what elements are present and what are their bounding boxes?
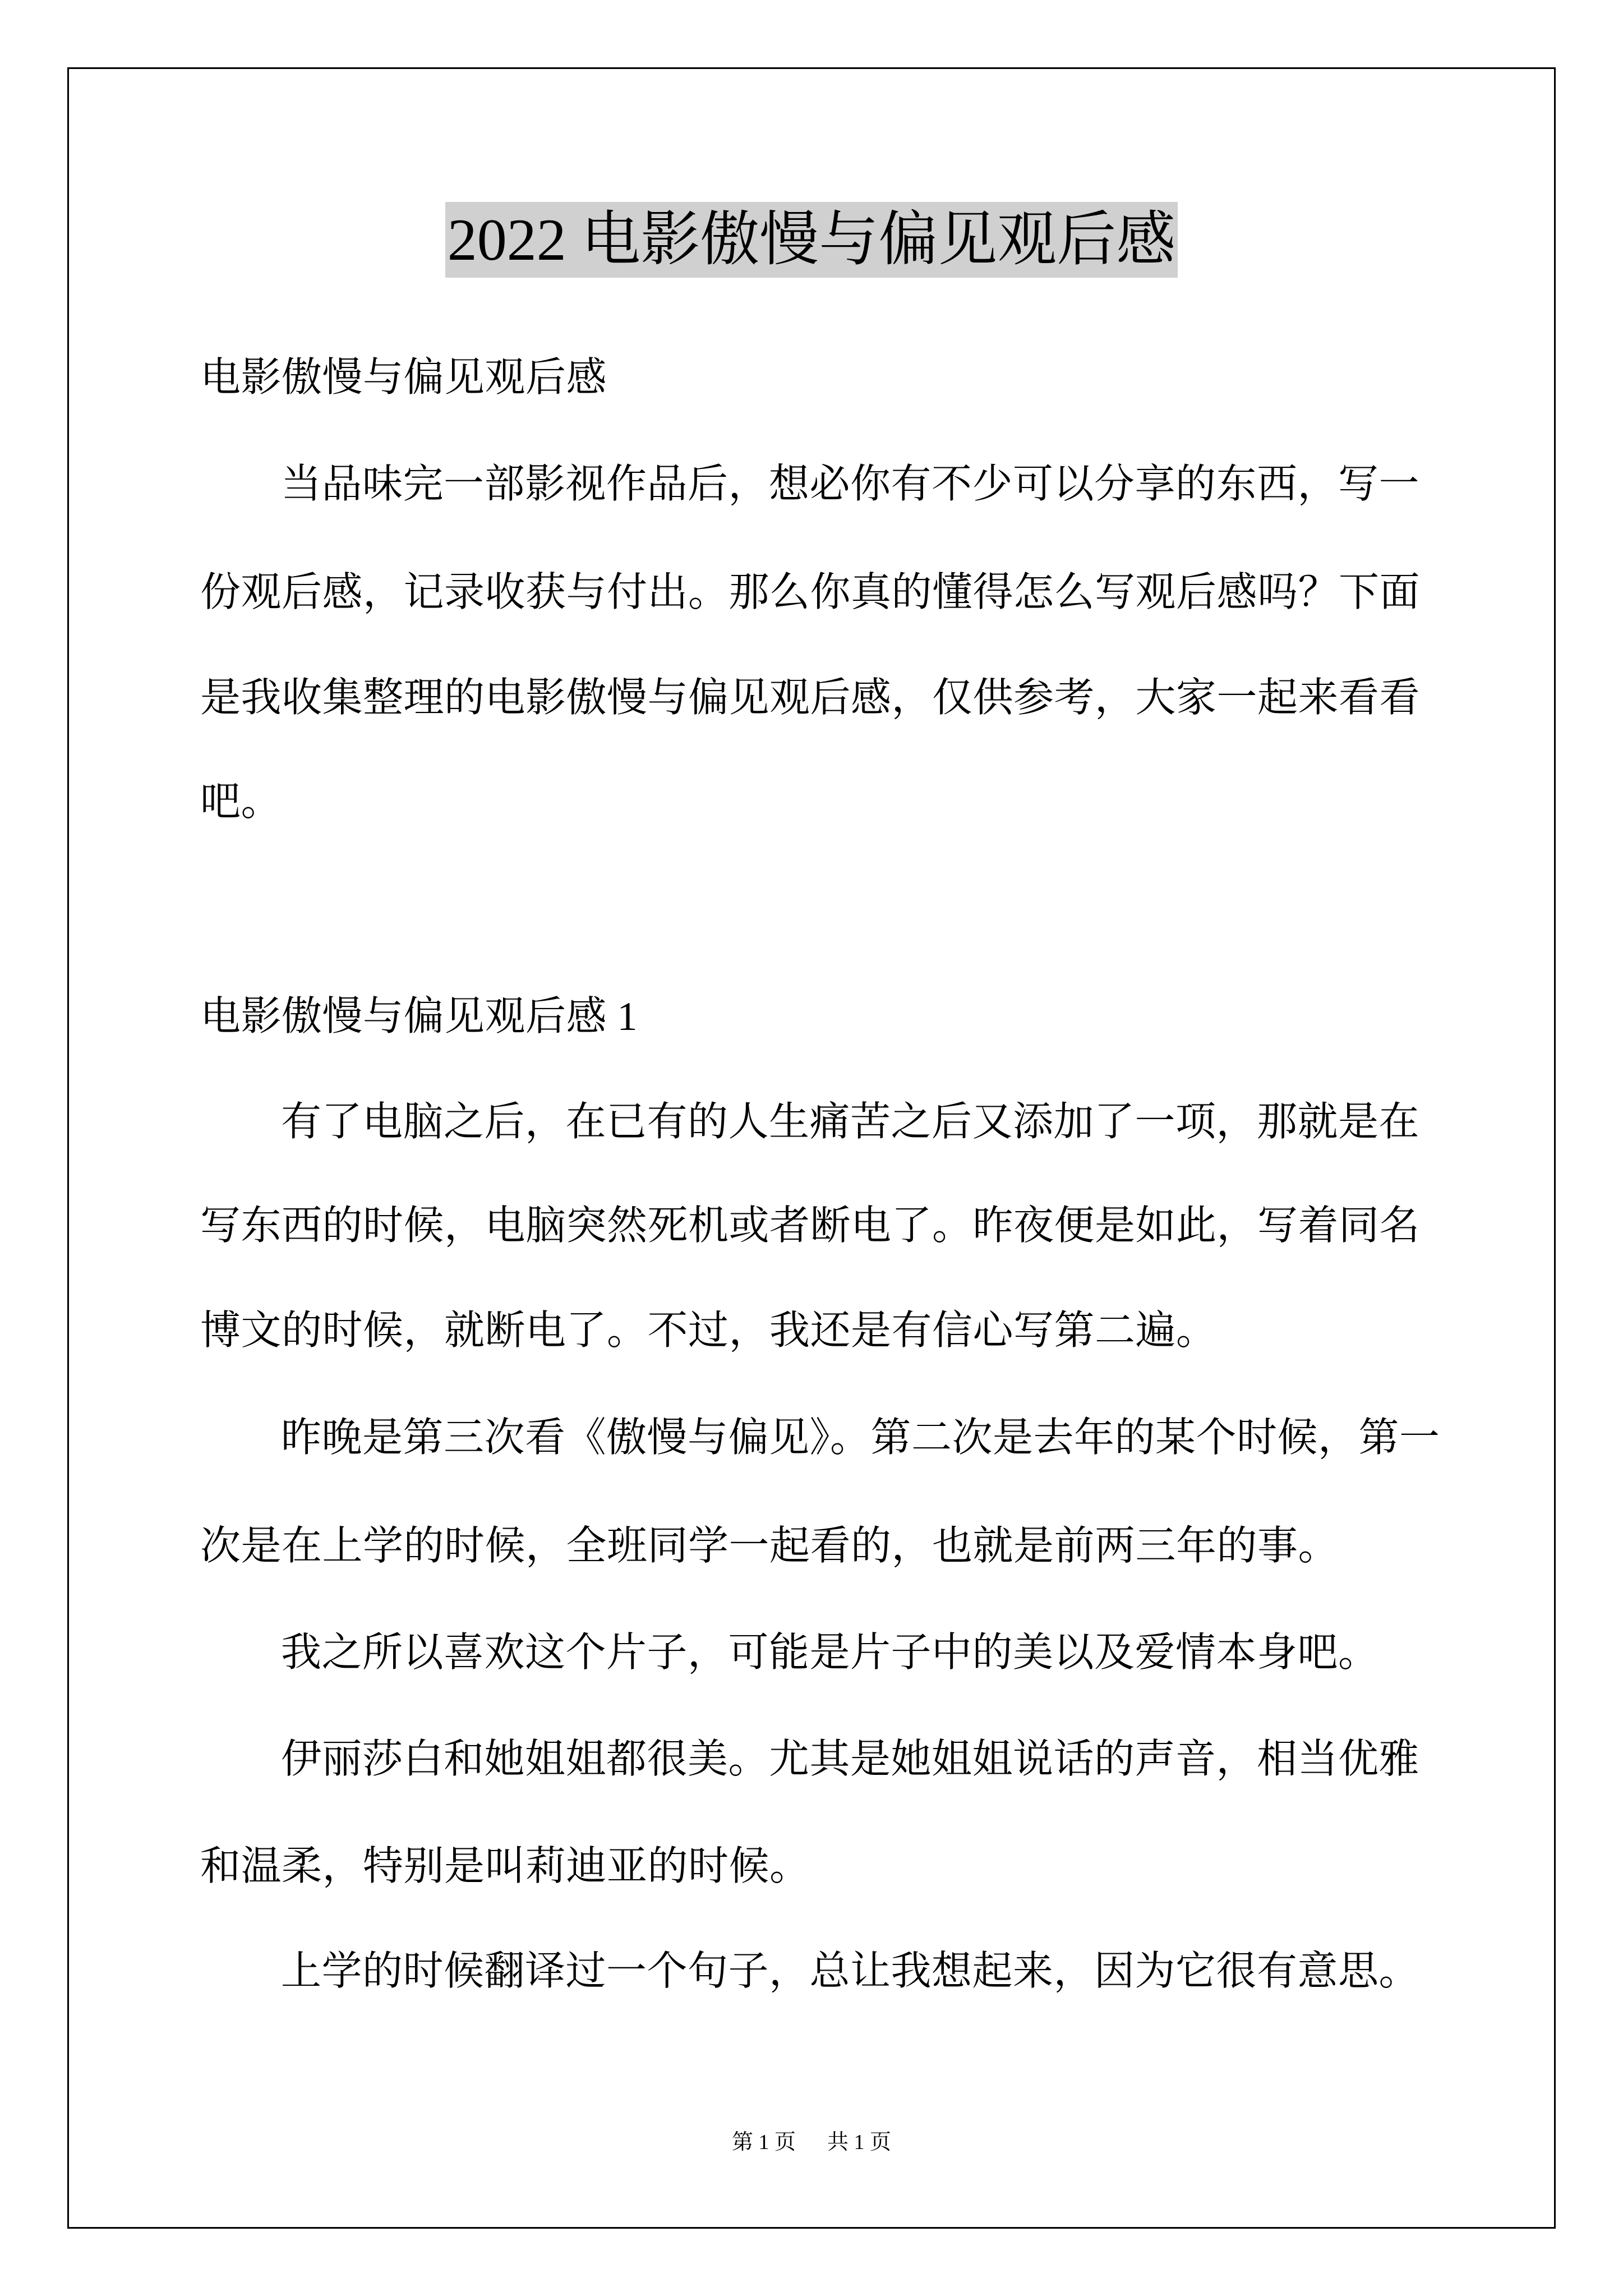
paragraph-line: 有了电脑之后，在已有的人生痛苦之后又添加了一项，那就是在 [281,1099,1420,1144]
paragraph-line: 昨晚是第三次看《傲慢与偏见》。第二次是去年的某个时候，第一 [281,1415,1440,1460]
intro-line: 吧。 [200,779,282,824]
page-number: 第 1 页 [731,2131,796,2154]
paragraph-line: 写东西的时候，电脑突然死机或者断电了。昨夜便是如此，写着同名 [200,1203,1421,1248]
intro-heading: 电影傲慢与偏见观后感 [200,355,607,400]
title-row [0,202,1623,278]
paragraph-line: 和温柔，特别是叫莉迪亚的时候。 [200,1844,810,1889]
intro-line: 是我收集整理的电影傲慢与偏见观后感，仅供参考，大家一起来看看 [200,675,1421,720]
paragraph-line: 伊丽莎白和她姐姐都很美。尤其是她姐姐说话的声音，相当优雅 [281,1737,1420,1782]
intro-line: 当品味完一部影视作品后，想必你有不少可以分享的东西，写一 [281,462,1420,507]
section-heading: 电影傲慢与偏见观后感 1 [200,994,638,1039]
page-total: 共 1 页 [827,2131,892,2154]
paragraph-line: 次是在上学的时候，全班同学一起看的，也就是前两三年的事。 [200,1524,1339,1568]
page-footer [0,2128,1623,2156]
document-title: 2022 电影傲慢与偏见观后感 [445,202,1178,278]
paragraph-line: 上学的时候翻译过一个句子，总让我想起来，因为它很有意思。 [281,1949,1420,1994]
paragraph-line: 我之所以喜欢这个片子，可能是片子中的美以及爱情本身吧。 [281,1630,1379,1675]
paragraph-line: 博文的时候，就断电了。不过，我还是有信心写第二遍。 [200,1308,1217,1353]
intro-line: 份观后感，记录收获与付出。那么你真的懂得怎么写观后感吗？下面 [200,570,1421,615]
